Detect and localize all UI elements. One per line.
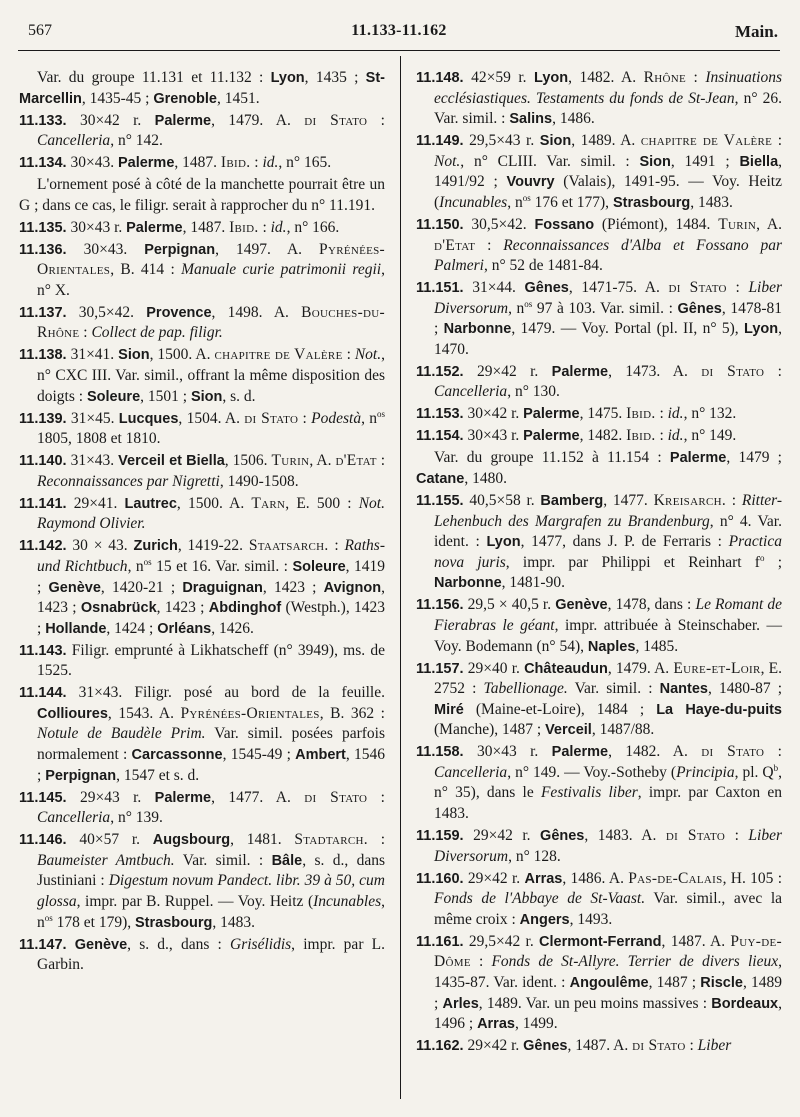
entry-text: 30×43. Perpignan, 1497. A. Pyrénées-Orientales, B. 414 : Manuale curie patrimonii regii, n° X. — [37, 240, 386, 299]
catalog-entry — [19, 153, 385, 174]
column-divider — [400, 56, 401, 1099]
entry-number: 11.157. — [416, 660, 464, 677]
entry-text: 31×45. Lucques, 1504. A. di Stato : Podestà, $n^{os}$ 1805, 1808 et 1810. — [37, 408, 386, 448]
entry-text: 29×42 r. Gênes, 1487. A. di Stato : Liber — [467, 1037, 732, 1055]
entry-number: 11.150. — [416, 216, 464, 233]
entry-number: 11.161. — [416, 933, 464, 950]
entry-number: 11.141. — [19, 495, 67, 512]
entry-number: 11.136. — [19, 241, 67, 258]
catalog-entry — [19, 240, 385, 302]
entry-text: Filigr. emprunté à Likhatscheff (n° 3949), ms. de 1525. — [37, 641, 385, 680]
catalog-entry — [19, 536, 385, 639]
entry-number: 11.134. — [19, 155, 67, 172]
left-column — [19, 68, 385, 977]
entry-number: 11.154. — [416, 428, 464, 445]
entry-number: 11.149. — [416, 133, 464, 150]
entry-number: 11.140. — [19, 453, 67, 470]
section-keyword: Main. — [735, 22, 778, 41]
entry-number: 11.143. — [19, 642, 67, 659]
entry-text: 29×40 r. Châteaudun, 1479. A. Eure-et-Loir, E. 2752 : Tabellionage. Var. simil. : Nantes, 1480-87 ; Miré (Maine-et-Loire), 1484 ; La Haye-du-puits (Manche), 1487 ; Verceil, 1487/88. — [434, 659, 783, 739]
entry-number: 11.133. — [19, 112, 67, 129]
entry-number: 11.137. — [19, 304, 67, 321]
entry-text: 30×43. Palerme, 1487. Ibid. : id., n° 165. — [70, 154, 332, 172]
catalog-entry — [19, 788, 385, 829]
catalog-entry — [19, 451, 385, 492]
catalog-entry — [416, 1036, 782, 1057]
catalog-entry — [416, 278, 782, 360]
entry-number: 11.162. — [416, 1038, 464, 1055]
entry-text: 29×43 r. Palerme, 1477. A. di Stato : Cancelleria, n° 139. — [37, 788, 385, 827]
entry-text: 30×42 r. Palerme, 1479. A. di Stato : Cancelleria, n° 142. — [37, 111, 385, 150]
catalog-entry — [19, 494, 385, 535]
catalog-entry — [416, 362, 782, 403]
catalog-entry — [416, 659, 782, 741]
right-column — [416, 68, 782, 1058]
entry-number: 11.151. — [416, 280, 464, 297]
entry-text: 30×43 r. Palerme, 1482. Ibid. : id., n° 149. — [467, 427, 737, 445]
entry-text: 29,5×43 r. Sion, 1489. A. chapitre de Valère : Not., n° CLIII. Var. simil. : Sion, 1491 ; Biella, 1491/92 ; Vouvry (Valais), 1491-95. — Voy. Heitz (Incunables, $n^{os}$ 176 et 177), Strasbourg, 1483. — [434, 132, 783, 211]
catalog-entry — [416, 869, 782, 931]
catalog-entry — [416, 215, 782, 277]
entry-number: 11.160. — [416, 870, 464, 887]
entry-text: 29×41. Lautrec, 1500. A. Tarn, E. 500 : Not. Raymond Olivier. — [37, 494, 385, 533]
entry-text: 29×42 r. Arras, 1486. A. Pas-de-Calais, H. 105 : Fonds de l'Abbaye de St-Vaast. Var. simil., avec la même croix : Angers, 1493. — [434, 869, 783, 928]
entry-text: 29,5 × 40,5 r. Genève, 1478, dans : Le Romant de Fierabras le géant, impr. attribuée à Steinschaber. — Voy. Bodemann (n° 54), Naples, 1485. — [434, 596, 782, 655]
header-rule — [18, 50, 780, 51]
entry-text: 31×43. Filigr. posé au bord de la feuille. Collioures, 1543. A. Pyrénées-Orientales, B. 362 : Notule de Baudèle Prim. Var. simil. posées parfois normalement : Carcassonne, 1545-49 ; Ambert, 1546 ; Perpignan, 1547 et s. d. — [37, 684, 385, 784]
entry-number: 11.142. — [19, 538, 67, 555]
entry-number: 11.153. — [416, 406, 464, 423]
entry-number: 11.155. — [416, 493, 464, 509]
entry-text: 30×43 r. Palerme, 1482. A. di Stato : Cancelleria, n° 149. — Voy.-Sotheby (Principia, pl. $Q^b$, n° 35), dans le Festivalis liber, impr. par Caxton en 1483. — [434, 743, 782, 823]
catalog-entry — [416, 932, 782, 1035]
entry-number: 11.152. — [416, 363, 464, 380]
entry-text: 30,5×42. Fossano (Piémont), 1484. Turin, A. d'Etat : Reconnaissances d'Alba et Fossano par Palmeri, n° 52 de 1481-84. — [434, 215, 783, 275]
catalog-entry — [19, 830, 385, 933]
entry-number: 11.148. — [416, 70, 464, 86]
catalog-entry — [416, 742, 782, 824]
entry-number: 11.156. — [416, 597, 464, 614]
catalog-entry — [19, 935, 385, 976]
entry-text: 40,5×58 r. Bamberg, 1477. Kreisarch. : Ritter-Lehenbuch des Margrafen zu Brandenburg, n° 4. Var. ident. : Lyon, 1477, dans J. P. de Ferraris : Practica nova juris, impr. par Philippi et Reinhart $f^o$ ; Narbonne, 1481-90. — [434, 492, 783, 592]
variant-note: Var. du groupe 11.152 à 11.154 : Palerme, 1479 ; Catane, 1480. — [416, 449, 782, 488]
catalog-entry — [416, 68, 782, 130]
entry-number: 11.138. — [19, 347, 67, 364]
entry-number: 11.158. — [416, 744, 464, 761]
variant-note: L'ornement posé à côté de la manchette pourrait être un G ; dans ce cas, le filigr. serait à rapprocher du n° 11.191. — [19, 176, 385, 214]
variant-note: Var. du groupe 11.131 et 11.132 : Lyon, 1435 ; St-Marcellin, 1435-45 ; Grenoble, 1451. — [19, 69, 386, 107]
entry-number: 11.147. — [19, 936, 67, 953]
entry-text: 30 × 43. Zurich, 1419-22. Staatsarch. : Raths- und Richtbuch, $n^{os}$ 15 et 16. Var. simil. : Soleure, 1419 ; Genève, 1420-21 ; Draguignan, 1423 ; Avignon, 1423 ; Osnabrück, 1423 ; Abdinghof (Westph.), 1423 ; Hollande, 1424 ; Orléans, 1426. — [37, 537, 385, 637]
catalog-entry — [416, 404, 782, 425]
entry-text: 40×57 r. Augsbourg, 1481. Stadtarch. : Baumeister Amtbuch. Var. simil. : Bâle, s. d., dans Justiniani : Digestum novum Pandect. libr. 39 à 50, cum glossa, impr. par B. Ruppel. — Voy. Heitz (Incunables, $n^{os}$ 178 et 179), Strasbourg, 1483. — [37, 831, 386, 931]
entry-number: 11.135. — [19, 219, 67, 236]
entry-text: 29×42 r. Gênes, 1483. A. di Stato : Liber Diversorum, n° 128. — [434, 827, 782, 865]
entry-text: 30×42 r. Palerme, 1475. Ibid. : id., n° 132. — [467, 405, 737, 423]
entry-number: 11.139. — [19, 410, 67, 427]
catalog-entry — [19, 111, 385, 152]
catalog-entry — [19, 409, 385, 450]
entry-text: 30×43 r. Palerme, 1487. Ibid. : id., n° 166. — [70, 218, 340, 236]
catalog-entry — [416, 491, 782, 594]
catalog-entry — [19, 345, 385, 407]
entry-text: 31×44. Gênes, 1471-75. A. di Stato : Liber Diversorum, $n^{os}$ 97 à 103. Var. simil. : Gênes, 1478-81 ; Narbonne, 1479. — Voy. Portal (pl. II, n° 5), Lyon, 1470. — [434, 279, 783, 358]
entry-text: 31×41. Sion, 1500. A. chapitre de Valère : Not., n° CXC III. Var. simil., offrant la même disposition des doigts : Soleure, 1501 ; Sion, s. d. — [37, 346, 385, 405]
page-number: 567 — [28, 22, 52, 39]
entry-number: 11.159. — [416, 828, 464, 845]
entry-text: 30,5×42. Provence, 1498. A. Bouches-du-Rhône : Collect de pap. filigr. — [37, 303, 385, 342]
catalog-entry — [416, 426, 782, 447]
entry-text: 29,5×42 r. Clermont-Ferrand, 1487. A. Puy-de-Dôme : Fonds de St-Allyre. Terrier de divers lieux, 1435-87. Var. ident. : Angoulême, 1487 ; Riscle, 1489 ; Arles, 1489. Var. un peu moins massives : Bordeaux, 1496 ; Arras, 1499. — [434, 932, 783, 1033]
entry-text: 31×43. Verceil et Biella, 1506. Turin, A. d'Etat : Reconnaissances par Nigretti, 1490-1508. — [37, 452, 386, 490]
catalog-entry — [416, 826, 782, 867]
entry-number: 11.145. — [19, 789, 67, 806]
catalog-entry — [19, 641, 385, 682]
catalog-entry — [416, 595, 782, 657]
entry-text: Genève, s. d., dans : Grisélidis, impr. par L. Garbin. — [37, 935, 385, 974]
running-header — [20, 22, 778, 50]
entry-number: 11.146. — [19, 832, 67, 849]
catalog-entry — [19, 683, 385, 786]
entry-text: 42×59 r. Lyon, 1482. A. Rhône : Insinuations ecclésiastiques. Testaments du fonds de St-Jean, n° 26. Var. simil. : Salins, 1486. — [434, 69, 782, 128]
catalog-entry — [416, 131, 782, 213]
catalog-entry — [19, 303, 385, 344]
entry-range: 11.133-11.162 — [351, 22, 447, 39]
entry-text: 29×42 r. Palerme, 1473. A. di Stato : Cancelleria, n° 130. — [434, 362, 782, 401]
catalog-entry — [19, 218, 385, 239]
entry-number: 11.144. — [19, 685, 67, 702]
